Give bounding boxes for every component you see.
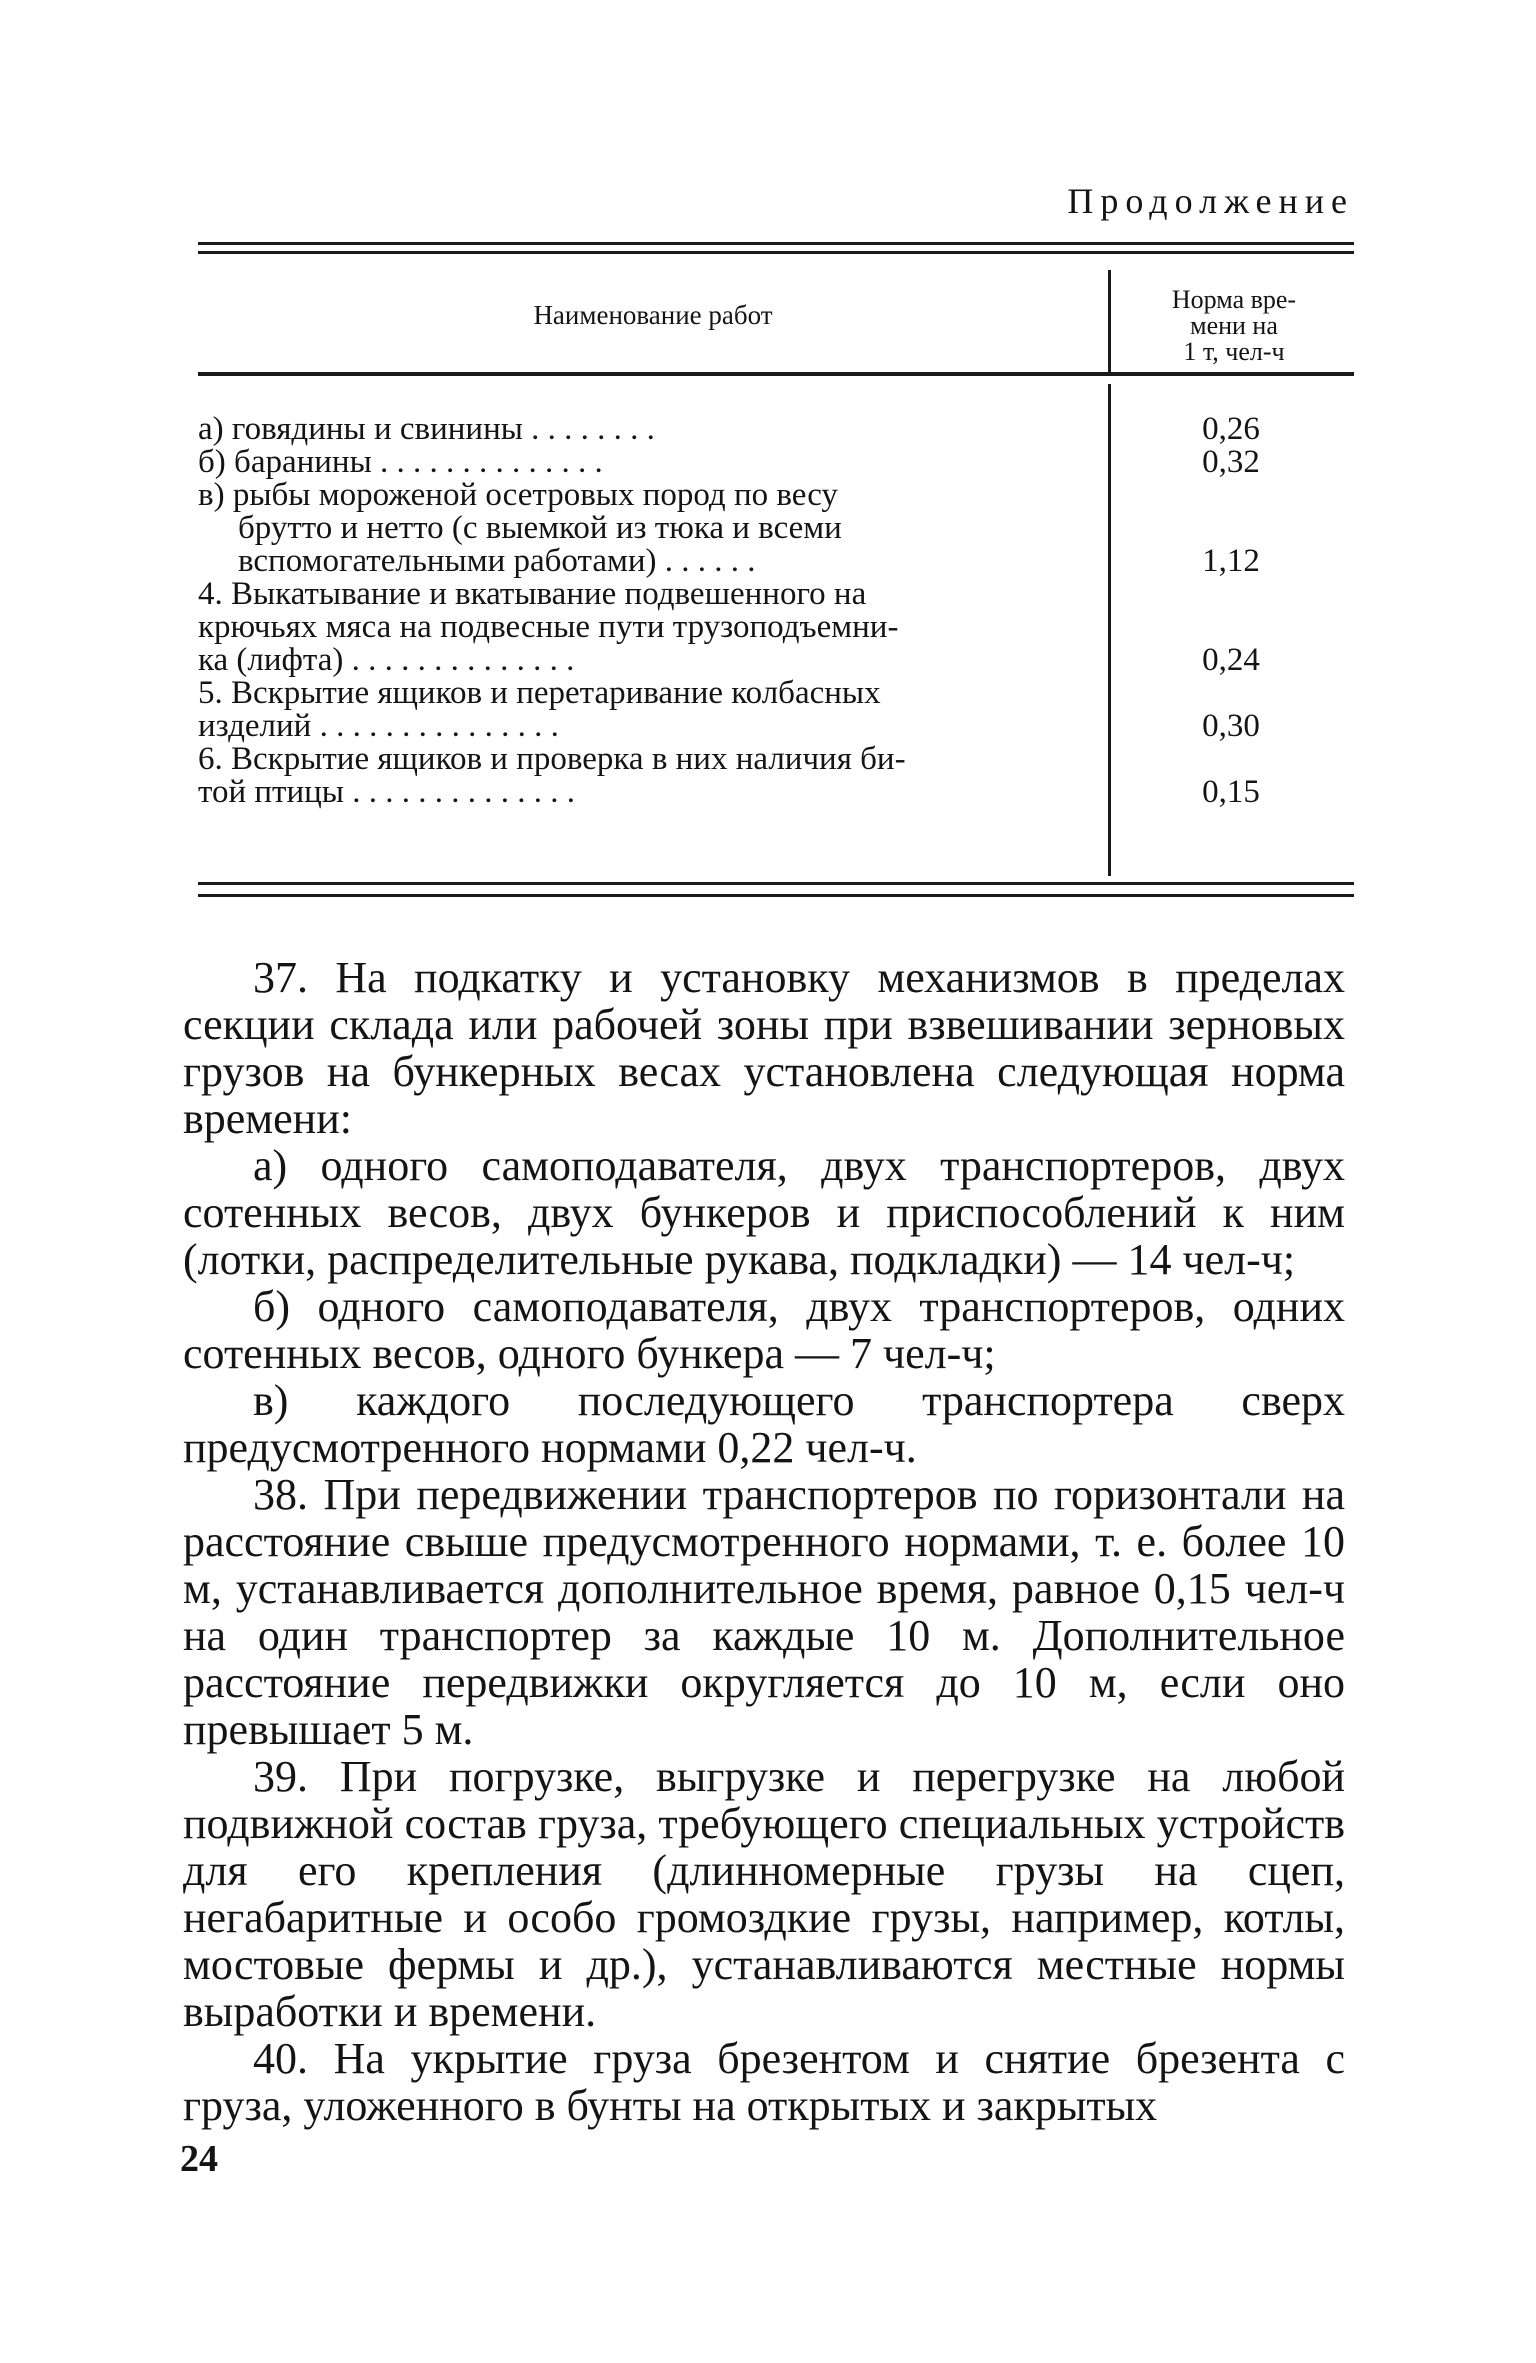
continuation-label: Продолжение — [1067, 181, 1354, 221]
table-top-rule — [198, 242, 1354, 245]
row-line: ка (лифта) . . . . . . . . . . . . . . — [198, 642, 575, 678]
body-text — [183, 954, 1345, 2129]
row-line: вспомогательными работами) . . . . . . — [238, 543, 756, 579]
page-number: 24 — [180, 2138, 218, 2180]
row-work-name — [198, 578, 1090, 677]
norms-table — [198, 242, 1354, 906]
row-work-name — [198, 743, 1090, 809]
column-header-time-norm — [1114, 287, 1354, 365]
table-bottom-rule — [198, 882, 1354, 885]
row-line: изделий . . . . . . . . . . . . . . . — [198, 708, 559, 744]
table-row — [198, 578, 1354, 677]
row-line: 6. Вскрытие ящиков и проверка в них наличия би- — [198, 741, 906, 777]
row-time-norm: 1,12 — [1202, 543, 1260, 579]
column-header-time-norm-line: 1 т, чел-ч — [1183, 337, 1285, 366]
row-work-name — [198, 413, 1090, 446]
paragraph-38: 38. При передвижении транспортеров по горизонтали на расстояние свыше предусмотренного нормами, т. е. более 10 м, устанавливается дополнительное время, равное 0,15 чел-ч на один транспортер за каждые 10 м. Дополнительное расстояние передвижки округляется до 10 м, если оно превышает 5 м. — [183, 1470, 1345, 1754]
table-row — [198, 413, 1354, 446]
column-header-time-norm-line: Норма вре- — [1171, 285, 1297, 314]
row-line: той птицы . . . . . . . . . . . . . . — [198, 774, 575, 810]
row-line: в) рыбы мороженой осетровых пород по весу — [198, 477, 838, 513]
row-work-name — [198, 479, 1090, 578]
table-header-rule — [198, 372, 1354, 376]
table-bottom-rule-outer — [198, 894, 1354, 897]
row-work-name — [198, 446, 1090, 479]
row-time-norm: 0,24 — [1202, 642, 1260, 678]
table-row — [198, 677, 1354, 743]
table-body — [198, 413, 1354, 809]
row-time-norm: 0,26 — [1202, 411, 1260, 447]
table-row — [198, 743, 1354, 809]
table-top-rule-inner — [198, 251, 1354, 254]
paragraph-40: 40. На укрытие груза брезентом и снятие брезента с груза, уложенного в бунты на открытых и закрытых — [183, 2034, 1345, 2130]
row-time-norm: 0,30 — [1202, 708, 1260, 744]
row-line: а) говядины и свинины . . . . . . . . — [198, 411, 655, 447]
row-line: крючьях мяса на подвесные пути трузоподъемни- — [198, 609, 899, 645]
column-header-time-norm-line: мени на — [1190, 311, 1278, 340]
table-row — [198, 479, 1354, 578]
row-work-name — [198, 677, 1090, 743]
row-line: б) баранины . . . . . . . . . . . . . . — [198, 444, 603, 480]
paragraph-37b: б) одного самоподавателя, двух транспортеров, одних сотенных весов, одного бункера — 7 чел-ч; — [183, 1282, 1345, 1378]
row-time-norm: 0,15 — [1202, 774, 1260, 810]
paragraph-37c: в) каждого последующего транспортера сверх предусмотренного нормами 0,22 чел-ч. — [183, 1376, 1345, 1472]
row-line: 5. Вскрытие ящиков и перетаривание колбасных — [198, 675, 881, 711]
paragraph-37a: а) одного самоподавателя, двух транспортеров, двух сотенных весов, двух бункеров и приспособлений к ним (лотки, распределительные рукава, подкладки) — 14 чел-ч; — [183, 1141, 1345, 1284]
paragraph-37: 37. На подкатку и установку механизмов в пределах секции склада или рабочей зоны при взвешивании зерновых грузов на бункерных весах установлена следующая норма времени: — [183, 953, 1345, 1143]
table-row — [198, 446, 1354, 479]
row-line: 4. Выкатывание и вкатывание подвешенного на — [198, 576, 867, 612]
row-line: брутто и нетто (с выемкой из тюка и всеми — [238, 510, 842, 546]
column-header-work-name: Наименование работ — [533, 300, 773, 330]
paragraph-39: 39. При погрузке, выгрузке и перегрузке на любой подвижной состав груза, требующего специальных устройств для его крепления (длинномерные грузы на сцеп, негабаритные и особо громоздкие грузы, например, котлы, мостовые фермы и др.), устанавливаются местные нормы выработки и времени. — [183, 1752, 1345, 2036]
row-time-norm: 0,32 — [1202, 444, 1260, 480]
header-column-divider — [1108, 270, 1111, 372]
